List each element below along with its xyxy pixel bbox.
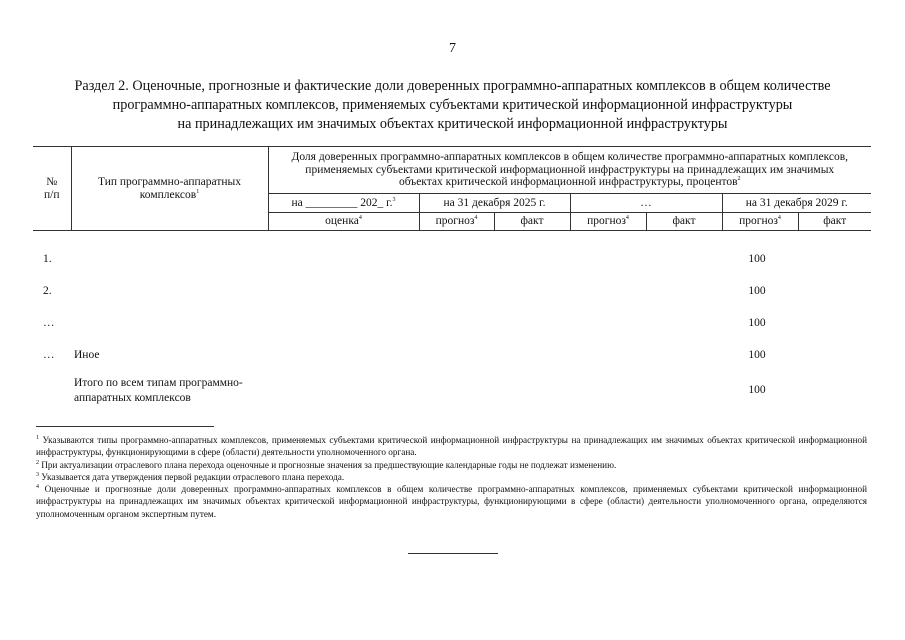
total-label-line-1: Итого по всем типам программно- (74, 377, 243, 389)
footnote-1 (36, 434, 867, 459)
footnote-ref-4: 4 (625, 215, 629, 222)
subheader-label: факт (520, 215, 544, 228)
subheader-label: оценка (325, 215, 359, 228)
footnotes (36, 434, 867, 520)
row-number: … (43, 349, 55, 361)
subheader-cell (494, 213, 570, 231)
footnote-text: Указывается дата утверждения первой редакции отраслевого плана перехода. (39, 471, 345, 482)
total-label (74, 376, 243, 406)
period-header (268, 194, 419, 213)
footnote-mark: 3 (36, 471, 39, 478)
footnote-ref-4: 4 (474, 215, 478, 222)
subheader-label: факт (672, 215, 696, 228)
total-value: 100 (748, 384, 766, 396)
subheader-label: прогноз (739, 215, 778, 228)
header-no: № п/п (33, 147, 71, 231)
subheader-cell (419, 213, 494, 231)
footnote-ref-4: 4 (358, 215, 362, 222)
subheader-cell (798, 213, 871, 231)
table-row (33, 280, 871, 312)
subheader-cell (570, 213, 646, 231)
period-label: на _________ 202_ г. (291, 196, 393, 209)
footnote-4 (36, 483, 867, 520)
total-row (33, 376, 871, 416)
footnote-ref-4: 4 (777, 215, 781, 222)
end-separator (408, 553, 498, 554)
subheader-cell (646, 213, 722, 231)
footnote-mark: 4 (36, 484, 39, 491)
row-number: 2. (43, 285, 52, 297)
section-heading (30, 77, 875, 134)
row-number: … (43, 317, 55, 329)
header-type-label: Тип программно-аппаратных комплексов (97, 176, 241, 201)
header-type (71, 147, 268, 231)
row-value: 100 (748, 317, 766, 329)
header-share (268, 147, 871, 194)
share-table-header (33, 146, 871, 231)
heading-line-1: Раздел 2. Оценочные, прогнозные и фактические доли доверенных программно-аппаратных комплексов в общем количестве (74, 78, 831, 94)
period-header: … (570, 194, 722, 213)
table-body (33, 248, 871, 416)
total-label-line-2: аппаратных комплексов (74, 392, 191, 404)
table-row (33, 312, 871, 344)
row-type: Иное (74, 349, 100, 361)
footnote-ref-3: 3 (392, 196, 396, 203)
period-header: на 31 декабря 2025 г. (419, 194, 570, 213)
header-share-label: Доля доверенных программно-аппаратных комплексов в общем количестве программно-аппаратных комплексов, применяемых субъектами критической информационной инфраструктуры на принадлежащих им значимых объектах критической информационной инфраструктуры, процентов (291, 151, 849, 189)
row-number: 1. (43, 253, 52, 265)
subheader-label: факт (823, 215, 847, 228)
footnote-mark: 1 (36, 434, 39, 441)
heading-line-2: программно-аппаратных комплексов, применяемых субъектами критической информационной инфраструктуры (112, 97, 793, 113)
row-value: 100 (748, 253, 766, 265)
footnote-ref-2: 2 (737, 176, 741, 183)
heading-line-3: на принадлежащих им значимых объектах критической информационной инфраструктуры (177, 116, 728, 132)
table-row (33, 344, 871, 376)
subheader-label: прогноз (435, 215, 475, 228)
footnote-2 (36, 459, 867, 471)
subheader-cell (268, 213, 419, 231)
table-row (33, 248, 871, 280)
footnote-mark: 2 (36, 459, 39, 466)
footnote-text: При актуализации отраслевого плана перехода оценочные и прогнозные значения за предшествующие календарные годы не подлежат изменению. (39, 459, 617, 470)
footnote-text: Оценочные и прогнозные доли доверенных программно-аппаратных комплексов в общем количестве программно-аппаратных комплексов, применяемых субъектами критической информационной инфраструктуры на принадлежащих им значимых объектах критической информационной инфраструктуры, функционирующими в сфере (области) деятельности уполномоченного органа, определяются уполномоченным органом экспертным путем. (36, 484, 867, 519)
subheader-cell (722, 213, 798, 231)
footnote-separator (36, 426, 214, 427)
footnote-text: Указываются типы программно-аппаратных комплексов, применяемых субъектами критической информационной инфраструктуры на принадлежащих им значимых объектах критической информационной инфраструктуры, функционирующими в сфере (области) деятельности уполномоченного органа. (36, 435, 867, 458)
footnote-ref-1: 1 (196, 188, 200, 195)
period-header: на 31 декабря 2029 г. (722, 194, 871, 213)
row-value: 100 (748, 285, 766, 297)
footnote-3 (36, 471, 867, 483)
subheader-label: прогноз (587, 215, 626, 228)
row-value: 100 (748, 349, 766, 361)
page-number: 7 (449, 41, 456, 56)
